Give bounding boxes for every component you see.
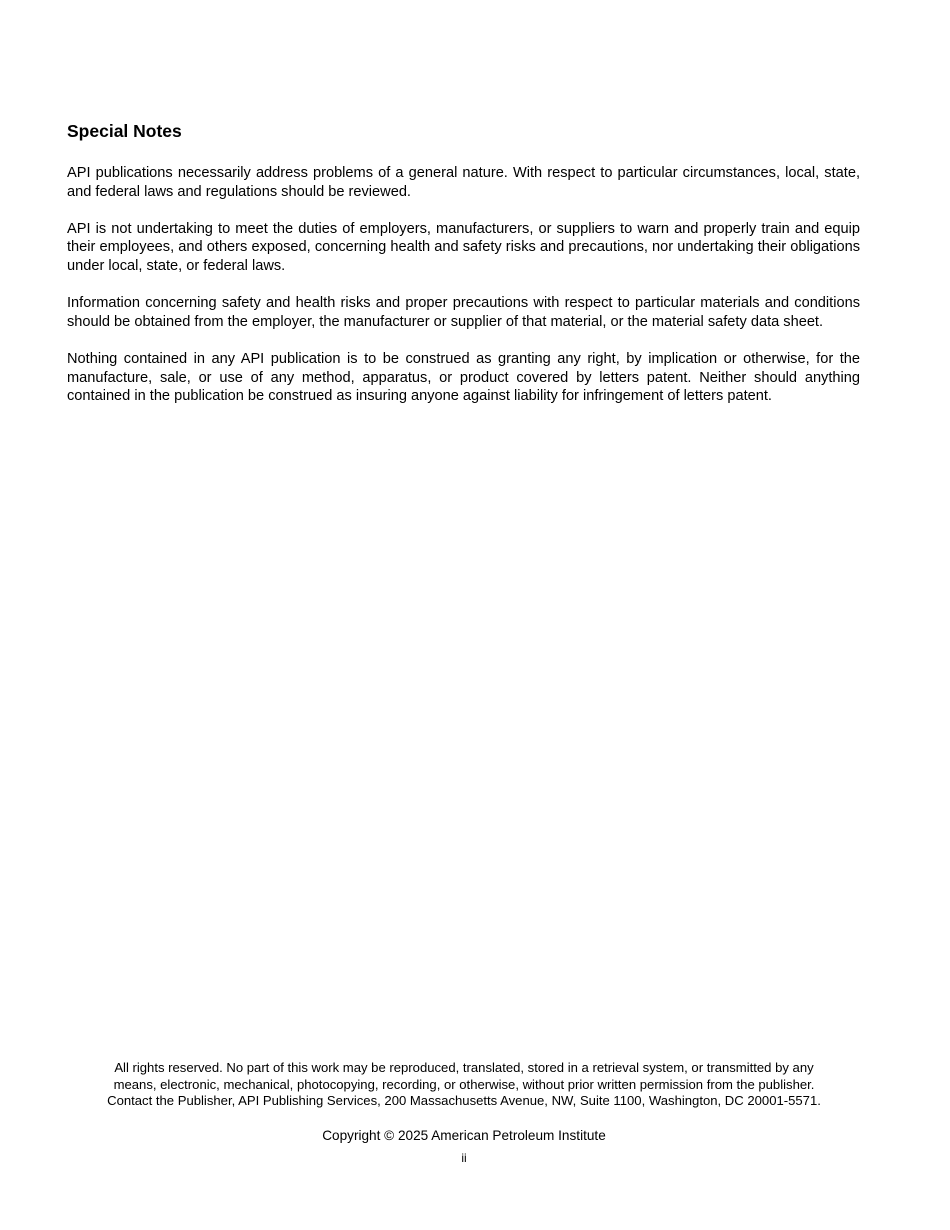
rights-line: means, electronic, mechanical, photocopying, recording, or otherwise, without prior written permission from the publisher. (113, 1076, 815, 1092)
page-footer (60, 1060, 868, 1166)
special-notes-section (67, 119, 860, 424)
paragraph-safety-information: Information concerning safety and health risks and proper precautions with respect to particular materials and conditions should be obtained from the employer, the manufacturer or supplier of that material, or the material safety data sheet. (67, 295, 860, 330)
page-number: ii (461, 1150, 467, 1165)
paragraph-general-nature: API publications necessarily address problems of a general nature. With respect to particular circumstances, local, state, and federal laws and regulations should be reviewed. (67, 165, 860, 200)
paragraph-employer-duties: API is not undertaking to meet the duties of employers, manufacturers, or suppliers to warn and properly train and equip their employees, and others exposed, concerning health and safety risks and precautions, nor undertaking their obligations under local, state, or federal laws. (67, 220, 860, 274)
rights-line: Contact the Publisher, API Publishing Services, 200 Massachusetts Avenue, NW, Suite 1100, Washington, DC 20001-5571. (107, 1093, 821, 1109)
rights-notice (60, 1060, 868, 1110)
copyright-notice: Copyright © 2025 American Petroleum Institute (322, 1127, 606, 1143)
paragraph-letters-patent: Nothing contained in any API publication is to be construed as granting any right, by implication or otherwise, for the manufacture, sale, or use of any method, apparatus, or product covered by letters patent. Neither should anything contained in the publication be construed as insuring anyone against liability for infringement of letters patent. (67, 350, 860, 405)
rights-line: All rights reserved. No part of this work may be reproduced, translated, stored in a retrieval system, or transmitted by any (114, 1060, 814, 1075)
section-heading: Special Notes (67, 121, 182, 141)
